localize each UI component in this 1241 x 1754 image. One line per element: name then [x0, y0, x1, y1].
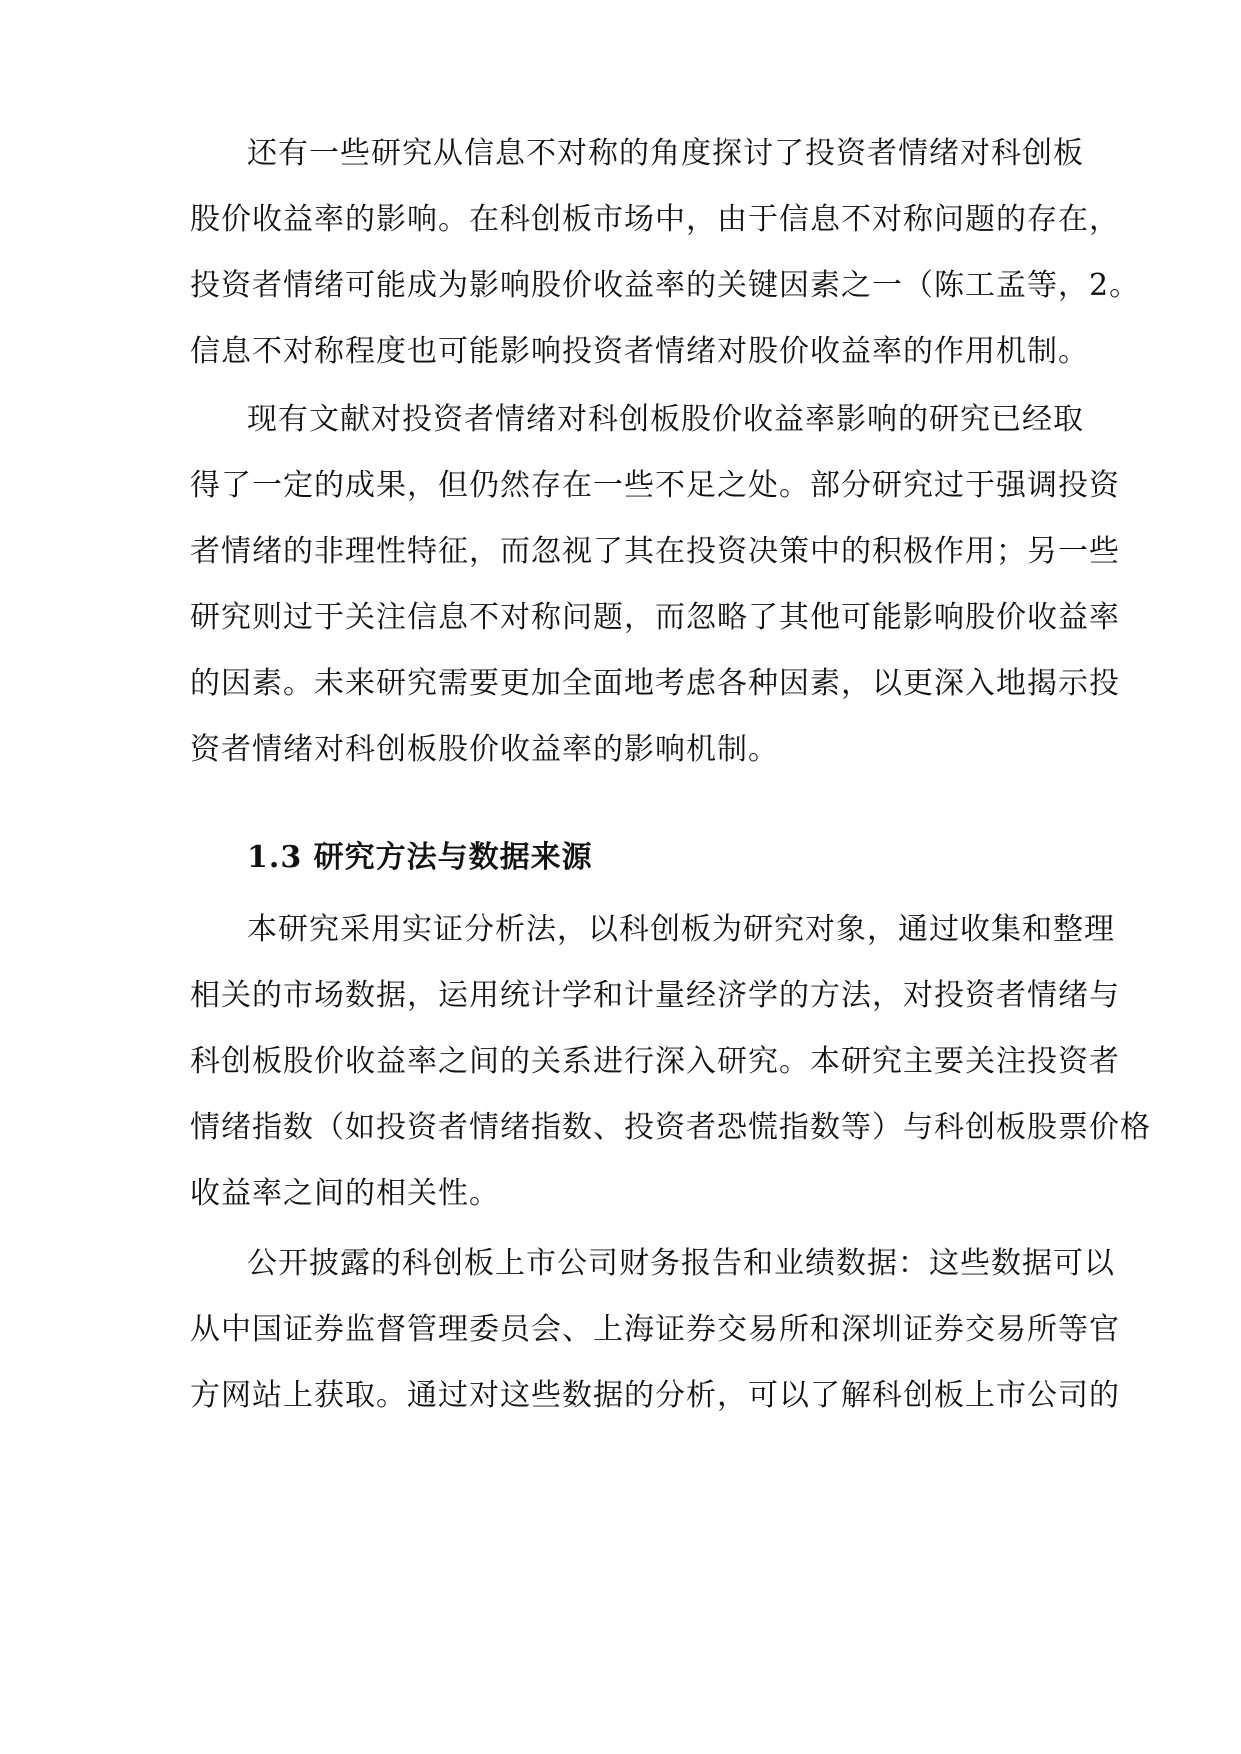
paragraph-1-line-2: 股价收益率的影响。在科创板市场中，由于信息不对称问题的存在，: [190, 202, 1120, 237]
section-paragraph-2-line-2: 从中国证券监督管理委员会、上海证券交易所和深圳证券交易所等官: [190, 1312, 1120, 1347]
paragraph-2-line-6: 资者情绪对科创板股价收益率的影响机制。: [190, 732, 779, 767]
section-paragraph-1-line-5: 收益率之间的相关性。: [190, 1176, 500, 1211]
section-paragraph-2-line-1: 公开披露的科创板上市公司财务报告和业绩数据：这些数据可以: [247, 1246, 1115, 1281]
paragraph-1-line-3: 投资者情绪可能成为影响股价收益率的关键因素之一（陈工孟等，2。: [190, 268, 1141, 303]
section-paragraph-2-line-3: 方网站上获取。通过对这些数据的分析，可以了解科创板上市公司的: [190, 1378, 1120, 1413]
section-paragraph-1-line-4: 情绪指数（如投资者情绪指数、投资者恐慌指数等）与科创板股票价格: [190, 1110, 1151, 1145]
paragraph-2-line-2: 得了一定的成果，但仍然存在一些不足之处。部分研究过于强调投资: [190, 468, 1120, 503]
section-paragraph-1-line-1: 本研究采用实证分析法，以科创板为研究对象，通过收集和整理: [247, 912, 1115, 947]
paragraph-2-line-4: 研究则过于关注信息不对称问题，而忽略了其他可能影响股价收益率: [190, 600, 1120, 635]
paragraph-2-line-5: 的因素。未来研究需要更加全面地考虑各种因素，以更深入地揭示投: [190, 666, 1120, 701]
paragraph-1-line-4: 信息不对称程度也可能影响投资者情绪对股价收益率的作用机制。: [190, 334, 1089, 369]
paragraph-2-line-1: 现有文献对投资者情绪对科创板股价收益率影响的研究已经取: [247, 402, 1084, 437]
section-paragraph-1-line-3: 科创板股价收益率之间的关系进行深入研究。本研究主要关注投资者: [190, 1044, 1120, 1079]
paragraph-2-line-3: 者情绪的非理性特征，而忽视了其在投资决策中的积极作用；另一些: [190, 534, 1120, 569]
section-heading: 1.3 研究方法与数据来源: [247, 840, 593, 875]
section-paragraph-1-line-2: 相关的市场数据，运用统计学和计量经济学的方法，对投资者情绪与: [190, 978, 1120, 1013]
paragraph-1-line-1: 还有一些研究从信息不对称的角度探讨了投资者情绪对科创板: [247, 136, 1084, 171]
